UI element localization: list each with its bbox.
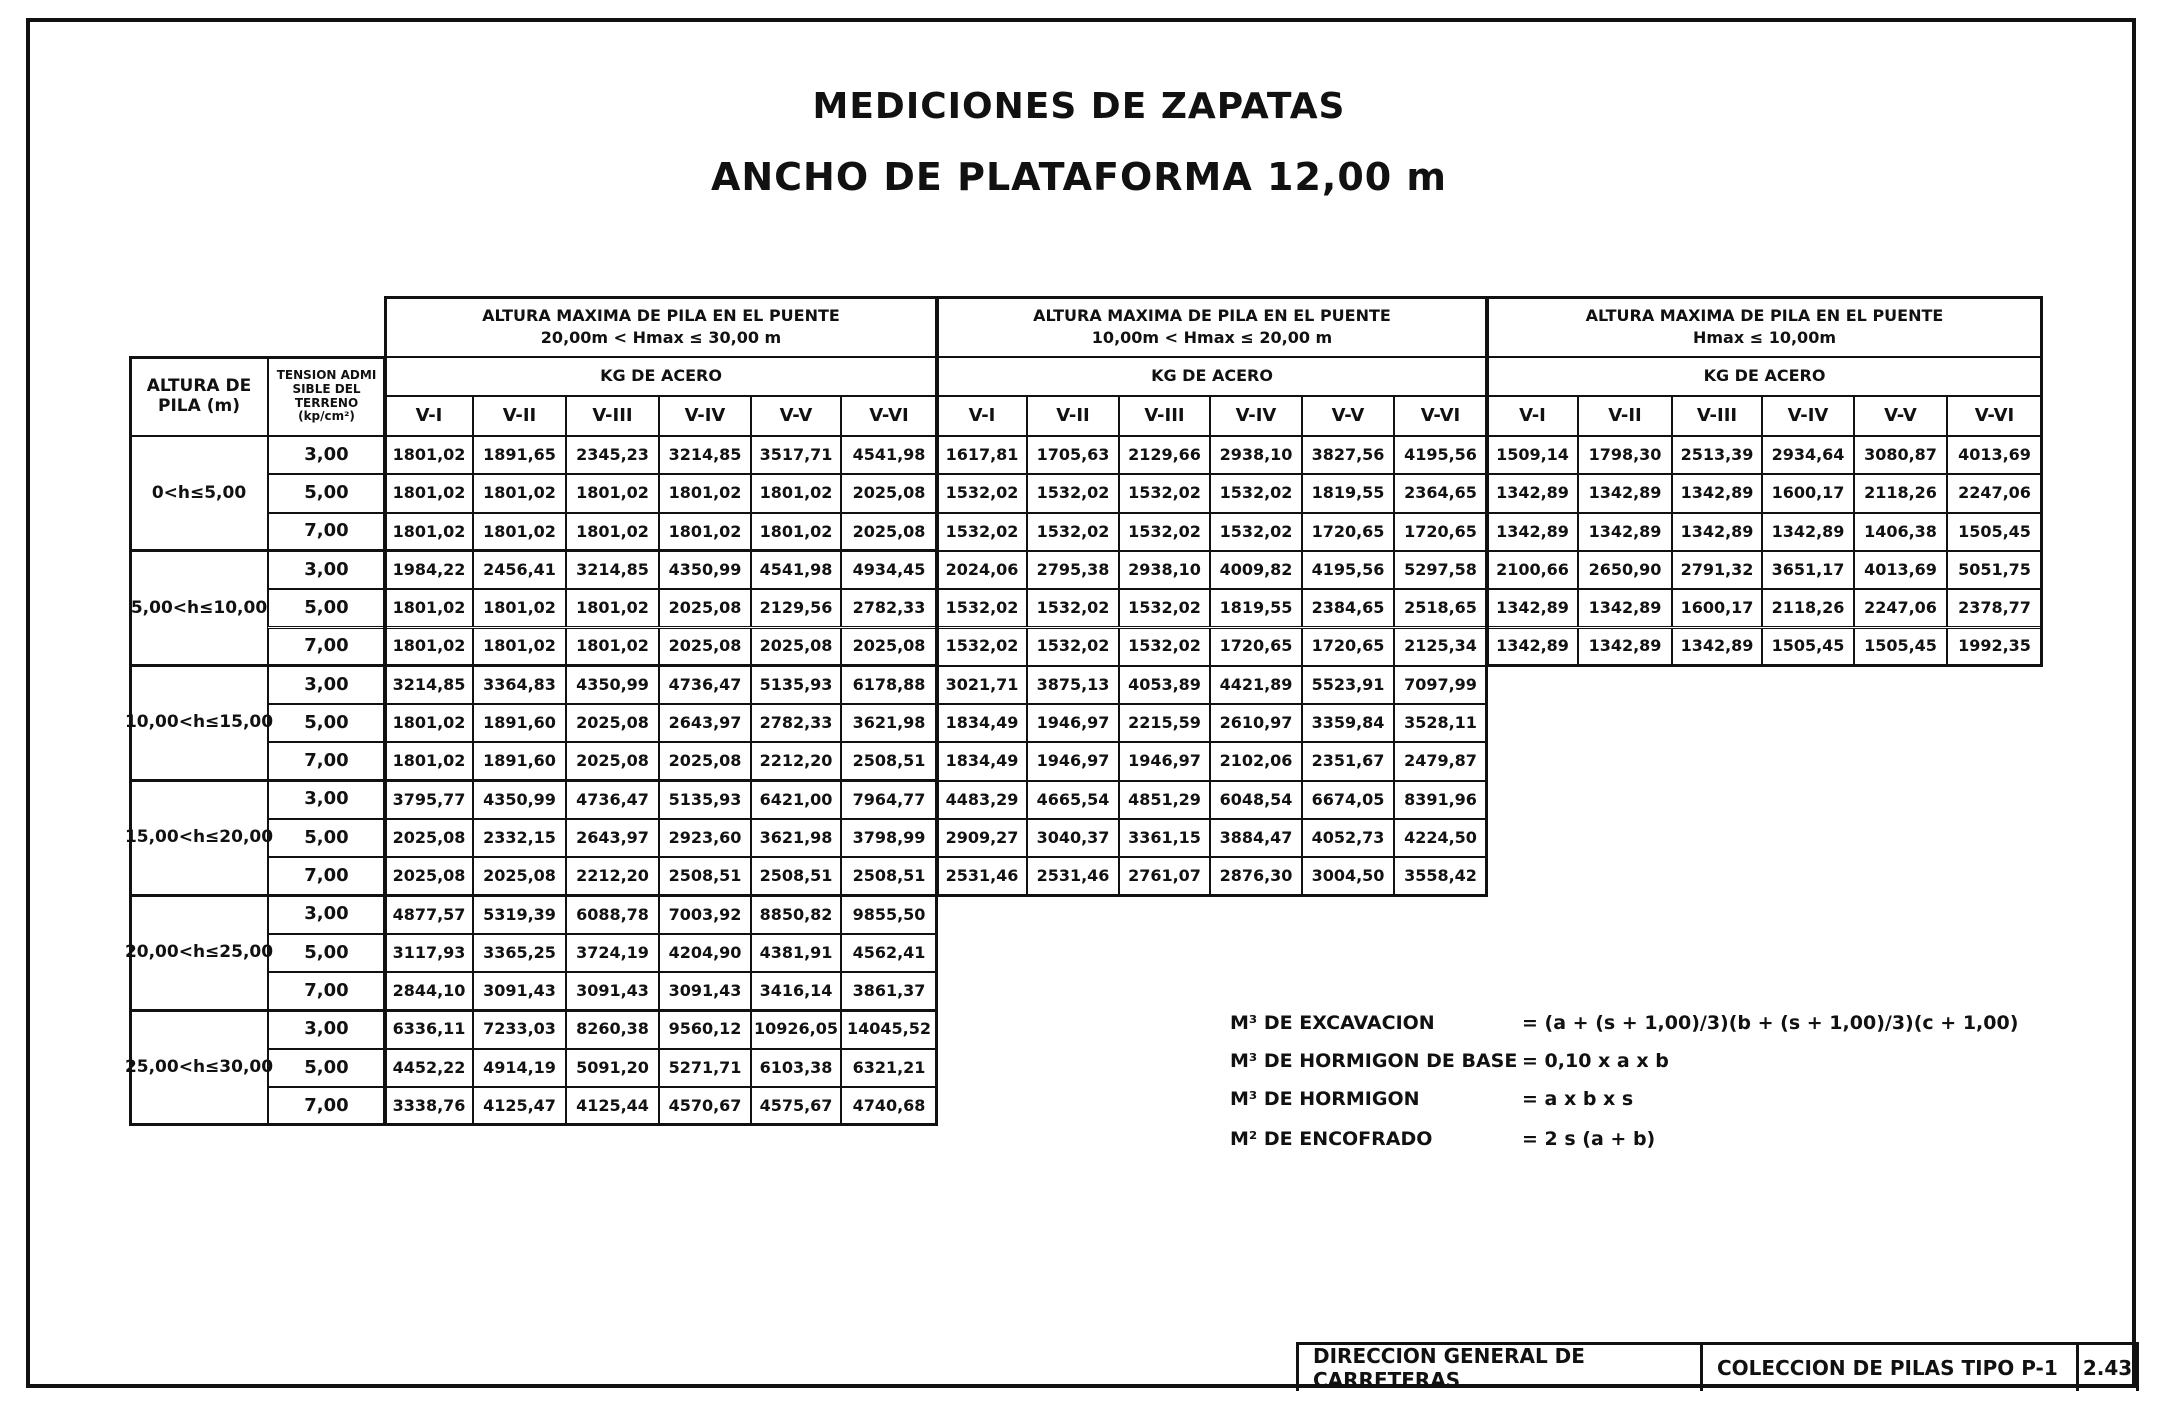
data-cell: 6336,11 [385, 1011, 473, 1049]
subcol-header: V-II [1578, 396, 1672, 436]
data-cell: 1532,02 [937, 513, 1027, 551]
data-cell: 1342,89 [1487, 513, 1578, 551]
data-cell: 4570,67 [659, 1087, 751, 1125]
data-cell: 1801,02 [566, 513, 659, 551]
data-cell: 4195,56 [1394, 436, 1487, 474]
subcol-header: V-VI [841, 396, 937, 436]
data-cell: 1801,02 [385, 436, 473, 474]
tension-cell: 3,00 [268, 781, 385, 819]
data-cell: 1801,02 [566, 589, 659, 627]
data-cell: 6321,21 [841, 1049, 937, 1087]
group-header [937, 297, 1487, 357]
data-cell: 2909,27 [937, 819, 1027, 857]
subcol-header: V-VI [1947, 396, 2042, 436]
data-cell: 2508,51 [751, 857, 841, 895]
data-cell: 1532,02 [1027, 589, 1119, 627]
data-cell: 2795,38 [1027, 551, 1119, 589]
subcol-header: V-III [566, 396, 659, 436]
data-cell: 1801,02 [566, 474, 659, 512]
data-cell: 2643,97 [566, 819, 659, 857]
data-cell: 2938,10 [1210, 436, 1302, 474]
group-range: Hmax ≤ 10,00m [1692, 328, 1836, 347]
data-cell: 4877,57 [385, 896, 473, 934]
data-cell: 4052,73 [1302, 819, 1394, 857]
subcol-header: V-V [751, 396, 841, 436]
data-cell: 2378,77 [1947, 589, 2042, 627]
data-cell: 3338,76 [385, 1087, 473, 1125]
data-cell: 1720,65 [1302, 628, 1394, 666]
data-cell: 7003,92 [659, 896, 751, 934]
data-cell: 1532,02 [937, 628, 1027, 666]
data-cell: 3359,84 [1302, 704, 1394, 742]
data-cell: 2025,08 [385, 857, 473, 895]
data-cell: 2025,08 [841, 513, 937, 551]
tension-cell: 5,00 [268, 934, 385, 972]
data-cell: 1801,02 [385, 589, 473, 627]
group-header [1487, 297, 2042, 357]
data-cell: 1532,02 [1210, 513, 1302, 551]
data-cell: 2212,20 [751, 742, 841, 780]
data-cell: 4350,99 [473, 781, 566, 819]
tension-cell: 3,00 [268, 1011, 385, 1049]
subcol-header: V-III [1119, 396, 1210, 436]
group-title: ALTURA MAXIMA DE PILA EN EL PUENTE [1033, 305, 1391, 325]
data-cell: 1342,89 [1487, 628, 1578, 666]
title-block [1296, 1342, 2139, 1391]
data-cell: 2876,30 [1210, 857, 1302, 895]
data-cell: 1342,89 [1762, 513, 1854, 551]
data-cell: 4053,89 [1119, 666, 1210, 704]
data-cell: 5319,39 [473, 896, 566, 934]
data-cell: 4013,69 [1854, 551, 1947, 589]
data-cell: 2025,08 [659, 628, 751, 666]
data-cell: 8260,38 [566, 1011, 659, 1049]
data-cell: 1532,02 [1119, 474, 1210, 512]
height-range-cell: 0<h≤5,00 [130, 436, 268, 551]
tension-cell: 7,00 [268, 628, 385, 666]
data-cell: 2844,10 [385, 972, 473, 1010]
data-cell: 1891,65 [473, 436, 566, 474]
data-cell: 1801,02 [473, 474, 566, 512]
height-range-cell: 20,00<h≤25,00 [130, 896, 268, 1011]
data-cell: 2934,64 [1762, 436, 1854, 474]
data-cell: 1801,02 [751, 474, 841, 512]
height-range-cell: 5,00<h≤10,00 [130, 551, 268, 666]
data-cell: 2782,33 [841, 589, 937, 627]
subcol-header: V-V [1302, 396, 1394, 436]
group-range: 20,00m < Hmax ≤ 30,00 m [540, 328, 782, 347]
data-cell: 3621,98 [841, 704, 937, 742]
data-cell: 3004,50 [1302, 857, 1394, 895]
data-cell: 2508,51 [841, 857, 937, 895]
subcol-header: V-VI [1394, 396, 1487, 436]
data-cell: 5051,75 [1947, 551, 2042, 589]
data-cell: 3875,13 [1027, 666, 1119, 704]
tension-cell: 5,00 [268, 704, 385, 742]
data-cell: 3517,71 [751, 436, 841, 474]
data-cell: 2102,06 [1210, 742, 1302, 780]
data-cell: 4736,47 [659, 666, 751, 704]
formula-label: M³ DE EXCAVACION [1230, 1012, 1435, 1034]
data-cell: 1342,89 [1487, 589, 1578, 627]
data-cell: 4381,91 [751, 934, 841, 972]
data-cell: 3214,85 [659, 436, 751, 474]
data-cell: 1342,89 [1672, 628, 1762, 666]
data-cell: 1505,45 [1762, 628, 1854, 666]
data-cell: 3798,99 [841, 819, 937, 857]
subcol-header: V-I [1487, 396, 1578, 436]
data-cell: 1600,17 [1672, 589, 1762, 627]
height-range-cell: 15,00<h≤20,00 [130, 781, 268, 896]
data-cell: 6674,05 [1302, 781, 1394, 819]
data-cell: 1801,02 [385, 513, 473, 551]
data-cell: 4204,90 [659, 934, 751, 972]
data-cell: 3091,43 [473, 972, 566, 1010]
data-cell: 1801,02 [473, 628, 566, 666]
page-subtitle: ANCHO DE PLATAFORMA 12,00 m [710, 155, 1448, 199]
data-cell: 1532,02 [1119, 513, 1210, 551]
data-cell: 2125,34 [1394, 628, 1487, 666]
group-header [385, 297, 937, 357]
data-cell: 3884,47 [1210, 819, 1302, 857]
data-cell: 2332,15 [473, 819, 566, 857]
tension-cell: 5,00 [268, 1049, 385, 1087]
data-cell: 6088,78 [566, 896, 659, 934]
data-cell: 2610,97 [1210, 704, 1302, 742]
data-cell: 1801,02 [659, 513, 751, 551]
data-cell: 1801,02 [566, 628, 659, 666]
data-cell: 3214,85 [385, 666, 473, 704]
data-cell: 2100,66 [1487, 551, 1578, 589]
data-cell: 1532,02 [1119, 589, 1210, 627]
data-cell: 4914,19 [473, 1049, 566, 1087]
data-cell: 1532,02 [1027, 513, 1119, 551]
data-cell: 1946,97 [1119, 742, 1210, 780]
title-block-org: DIRECCION GENERAL DE CARRETERAS [1299, 1345, 1703, 1391]
tension-cell: 7,00 [268, 742, 385, 780]
tension-cell: 7,00 [268, 857, 385, 895]
formula-label: M³ DE HORMIGON DE BASE [1230, 1050, 1518, 1072]
data-cell: 4562,41 [841, 934, 937, 972]
data-cell: 2345,23 [566, 436, 659, 474]
data-cell: 4851,29 [1119, 781, 1210, 819]
subcol-header: V-IV [1210, 396, 1302, 436]
data-cell: 2364,65 [1394, 474, 1487, 512]
group-divider [130, 549, 937, 552]
data-cell: 1801,02 [473, 589, 566, 627]
data-cell: 5523,91 [1302, 666, 1394, 704]
data-cell: 4483,29 [937, 781, 1027, 819]
data-cell: 2508,51 [659, 857, 751, 895]
data-cell: 1946,97 [1027, 742, 1119, 780]
data-cell: 4665,54 [1027, 781, 1119, 819]
data-cell: 2782,33 [751, 704, 841, 742]
data-cell: 1532,02 [937, 474, 1027, 512]
data-cell: 3827,56 [1302, 436, 1394, 474]
subcol-header: V-II [1027, 396, 1119, 436]
data-cell: 5297,58 [1394, 551, 1487, 589]
data-cell: 1342,89 [1672, 474, 1762, 512]
data-cell: 1342,89 [1487, 474, 1578, 512]
data-cell: 5135,93 [751, 666, 841, 704]
data-cell: 4009,82 [1210, 551, 1302, 589]
data-cell: 1984,22 [385, 551, 473, 589]
data-cell: 1819,55 [1302, 474, 1394, 512]
title-block-sheet: 2.43 [2079, 1345, 2139, 1391]
data-cell: 3651,17 [1762, 551, 1854, 589]
page-title: MEDICIONES DE ZAPATAS [812, 86, 1346, 127]
data-cell: 4013,69 [1947, 436, 2042, 474]
data-cell: 1819,55 [1210, 589, 1302, 627]
data-cell: 2025,08 [566, 704, 659, 742]
tension-cell: 7,00 [268, 972, 385, 1010]
tension-cell: 3,00 [268, 436, 385, 474]
data-cell: 3861,37 [841, 972, 937, 1010]
data-cell: 2025,08 [659, 742, 751, 780]
data-cell: 3080,87 [1854, 436, 1947, 474]
data-cell: 1342,89 [1578, 474, 1672, 512]
data-cell: 1720,65 [1302, 513, 1394, 551]
data-cell: 2215,59 [1119, 704, 1210, 742]
data-cell: 5091,20 [566, 1049, 659, 1087]
height-range-cell: 25,00<h≤30,00 [130, 1011, 268, 1126]
tension-cell: 7,00 [268, 513, 385, 551]
data-cell: 4736,47 [566, 781, 659, 819]
data-cell: 1891,60 [473, 742, 566, 780]
tension-header: TENSION ADMI SIBLE DEL TERRENO (kp/cm²) [268, 357, 385, 436]
data-cell: 2129,56 [751, 589, 841, 627]
subcol-header: V-I [937, 396, 1027, 436]
group-divider [130, 664, 937, 667]
data-cell: 1992,35 [1947, 628, 2042, 666]
data-cell: 4740,68 [841, 1087, 937, 1125]
data-cell: 3021,71 [937, 666, 1027, 704]
tension-cell: 5,00 [268, 474, 385, 512]
data-cell: 3364,83 [473, 666, 566, 704]
altura-header: ALTURA DE PILA (m) [130, 357, 268, 436]
data-cell: 3091,43 [659, 972, 751, 1010]
data-cell: 3416,14 [751, 972, 841, 1010]
data-cell: 2025,08 [566, 742, 659, 780]
data-cell: 1801,02 [385, 742, 473, 780]
data-cell: 2791,32 [1672, 551, 1762, 589]
subcol-header: V-III [1672, 396, 1762, 436]
group-divider [130, 1009, 937, 1012]
data-cell: 3365,25 [473, 934, 566, 972]
data-cell: 2923,60 [659, 819, 751, 857]
data-cell: 2118,26 [1854, 474, 1947, 512]
data-cell: 4350,99 [566, 666, 659, 704]
formula-value: = a x b x s [1522, 1088, 1634, 1110]
group-title: ALTURA MAXIMA DE PILA EN EL PUENTE [1585, 305, 1944, 325]
formula-label: M² DE ENCOFRADO [1230, 1128, 1433, 1150]
data-cell: 4195,56 [1302, 551, 1394, 589]
subcol-header: V-IV [659, 396, 751, 436]
data-cell: 6421,00 [751, 781, 841, 819]
data-cell: 3724,19 [566, 934, 659, 972]
height-range-cell: 10,00<h≤15,00 [130, 666, 268, 781]
formula-value: = 2 s (a + b) [1522, 1128, 1656, 1150]
data-cell: 8850,82 [751, 896, 841, 934]
data-cell: 2518,65 [1394, 589, 1487, 627]
data-cell: 1798,30 [1578, 436, 1672, 474]
tension-cell: 5,00 [268, 819, 385, 857]
data-cell: 1509,14 [1487, 436, 1578, 474]
data-cell: 2025,08 [751, 628, 841, 666]
data-cell: 3117,93 [385, 934, 473, 972]
data-cell: 2456,41 [473, 551, 566, 589]
data-cell: 1801,02 [659, 474, 751, 512]
data-cell: 3040,37 [1027, 819, 1119, 857]
data-cell: 5135,93 [659, 781, 751, 819]
data-cell: 2351,67 [1302, 742, 1394, 780]
kg-acero-header: KG DE ACERO [1487, 357, 2042, 396]
data-cell: 6048,54 [1210, 781, 1302, 819]
data-cell: 1891,60 [473, 704, 566, 742]
data-cell: 14045,52 [841, 1011, 937, 1049]
data-cell: 2479,87 [1394, 742, 1487, 780]
data-cell: 4541,98 [841, 436, 937, 474]
data-cell: 1801,02 [473, 513, 566, 551]
data-cell: 4934,45 [841, 551, 937, 589]
data-cell: 2118,26 [1762, 589, 1854, 627]
data-cell: 4350,99 [659, 551, 751, 589]
kg-acero-header: KG DE ACERO [937, 357, 1487, 396]
formula-value: = 0,10 x a x b [1522, 1050, 1669, 1072]
data-cell: 1532,02 [1027, 628, 1119, 666]
data-cell: 2247,06 [1947, 474, 2042, 512]
data-cell: 5271,71 [659, 1049, 751, 1087]
data-cell: 2129,66 [1119, 436, 1210, 474]
tension-cell: 5,00 [268, 589, 385, 627]
data-cell: 1505,45 [1947, 513, 2042, 551]
data-cell: 4125,47 [473, 1087, 566, 1125]
subcol-header: V-II [473, 396, 566, 436]
data-cell: 6103,38 [751, 1049, 841, 1087]
data-cell: 7097,99 [1394, 666, 1487, 704]
data-cell: 1342,89 [1672, 513, 1762, 551]
data-cell: 2531,46 [937, 857, 1027, 895]
data-cell: 2513,39 [1672, 436, 1762, 474]
data-cell: 3528,11 [1394, 704, 1487, 742]
group-divider [130, 779, 937, 782]
data-cell: 1801,02 [751, 513, 841, 551]
data-cell: 3214,85 [566, 551, 659, 589]
data-cell: 1801,02 [385, 628, 473, 666]
data-cell: 2938,10 [1119, 551, 1210, 589]
tension-cell: 3,00 [268, 666, 385, 704]
data-cell: 2025,08 [841, 474, 937, 512]
data-cell: 2531,46 [1027, 857, 1119, 895]
data-cell: 4575,67 [751, 1087, 841, 1125]
data-cell: 3795,77 [385, 781, 473, 819]
data-cell: 1801,02 [385, 474, 473, 512]
data-cell: 10926,05 [751, 1011, 841, 1049]
data-cell: 9855,50 [841, 896, 937, 934]
data-cell: 1532,02 [1027, 474, 1119, 512]
data-cell: 4125,44 [566, 1087, 659, 1125]
data-cell: 4541,98 [751, 551, 841, 589]
data-cell: 1342,89 [1578, 589, 1672, 627]
data-cell: 1720,65 [1394, 513, 1487, 551]
data-cell: 6178,88 [841, 666, 937, 704]
formula-value: = (a + (s + 1,00)/3)(b + (s + 1,00)/3)(c + 1,00) [1522, 1012, 2019, 1034]
data-cell: 1834,49 [937, 742, 1027, 780]
group-divider [130, 894, 937, 897]
tension-cell: 3,00 [268, 896, 385, 934]
data-cell: 1600,17 [1762, 474, 1854, 512]
data-cell: 3558,42 [1394, 857, 1487, 895]
data-cell: 2024,06 [937, 551, 1027, 589]
data-cell: 2650,90 [1578, 551, 1672, 589]
data-cell: 9560,12 [659, 1011, 751, 1049]
data-cell: 3361,15 [1119, 819, 1210, 857]
tension-cell: 3,00 [268, 551, 385, 589]
data-cell: 2761,07 [1119, 857, 1210, 895]
data-cell: 4452,22 [385, 1049, 473, 1087]
data-cell: 1834,49 [937, 704, 1027, 742]
group-range: 10,00m < Hmax ≤ 20,00 m [1091, 328, 1333, 347]
data-cell: 1342,89 [1578, 513, 1672, 551]
data-cell: 1801,02 [385, 704, 473, 742]
data-cell: 8391,96 [1394, 781, 1487, 819]
title-block-collection: COLECCION DE PILAS TIPO P-1 [1703, 1345, 2079, 1391]
data-cell: 1532,02 [937, 589, 1027, 627]
data-cell: 2025,08 [473, 857, 566, 895]
data-cell: 1505,45 [1854, 628, 1947, 666]
kg-acero-header: KG DE ACERO [385, 357, 937, 396]
data-cell: 2247,06 [1854, 589, 1947, 627]
data-cell: 1342,89 [1578, 628, 1672, 666]
data-cell: 1720,65 [1210, 628, 1302, 666]
data-cell: 4421,89 [1210, 666, 1302, 704]
data-cell: 2508,51 [841, 742, 937, 780]
data-cell: 3621,98 [751, 819, 841, 857]
data-cell: 7233,03 [473, 1011, 566, 1049]
subcol-header: V-I [385, 396, 473, 436]
data-cell: 2025,08 [385, 819, 473, 857]
data-cell: 1705,63 [1027, 436, 1119, 474]
data-cell: 4224,50 [1394, 819, 1487, 857]
data-cell: 7964,77 [841, 781, 937, 819]
subcol-header: V-IV [1762, 396, 1854, 436]
data-cell: 1617,81 [937, 436, 1027, 474]
data-cell: 1946,97 [1027, 704, 1119, 742]
data-cell: 3091,43 [566, 972, 659, 1010]
data-cell: 1532,02 [1119, 628, 1210, 666]
group-title: ALTURA MAXIMA DE PILA EN EL PUENTE [482, 305, 840, 325]
data-cell: 2025,08 [659, 589, 751, 627]
data-cell: 1406,38 [1854, 513, 1947, 551]
data-cell: 2212,20 [566, 857, 659, 895]
data-cell: 2025,08 [841, 628, 937, 666]
data-cell: 2384,65 [1302, 589, 1394, 627]
tension-cell: 7,00 [268, 1087, 385, 1125]
formula-label: M³ DE HORMIGON [1230, 1088, 1420, 1110]
data-cell: 2643,97 [659, 704, 751, 742]
subcol-header: V-V [1854, 396, 1947, 436]
data-cell: 1532,02 [1210, 474, 1302, 512]
